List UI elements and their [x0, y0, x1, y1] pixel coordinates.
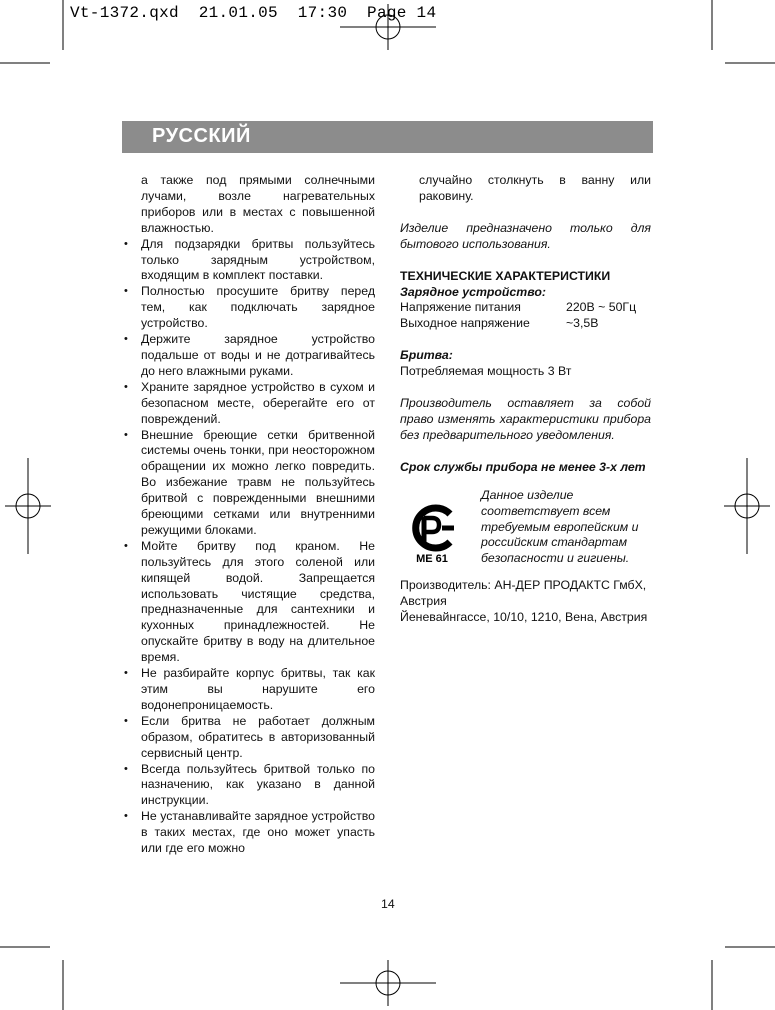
list-item: • Держите зарядное устройство подальше от воды и не дотрагивайтесь до него влажными руками.	[122, 332, 375, 380]
list-item: • Не разбирайте корпус бритвы, так как этим вы нарушите его водонепроницаемость.	[122, 666, 375, 714]
household-note: Изделие предназначено только для бытового использования.	[400, 220, 651, 251]
spec-label: Выходное напряжение	[400, 316, 530, 331]
list-item: • Для подзарядки бритвы пользуйтесь только зарядным устройством, входящим в комплект поставки.	[122, 237, 375, 285]
file-slug: Vt-1372.qxd 21.01.05 17:30 Page 14	[70, 4, 437, 22]
registration-mark-icon	[340, 4, 436, 50]
language-title: РУССКИЙ	[152, 125, 251, 147]
intro-paragraph: а также под прямыми солнечными лучами, возле нагревательных приборов или в местах с повышенной влажностью.	[141, 173, 375, 235]
safety-list	[122, 237, 375, 857]
continued-paragraph: случайно столкнуть в ванну или раковину.	[419, 173, 651, 203]
shaver-title: Бритва:	[400, 348, 453, 363]
spec-value: 220В ~ 50Гц	[566, 300, 637, 315]
list-item: • Если бритва не работает должным образом, обратитесь в авторизованный сервисный центр.	[122, 714, 375, 762]
list-item: • Мойте бритву под краном. Не пользуйтесь для этого соленой или кипящей водой. Запрещается использовать чистящие средства, предназначенные для сантехники и кухонных принадлежностей. Не опускайте бритву в воду на длительное время.	[122, 539, 375, 666]
list-item: • Не устанавливайте зарядное устройство в таких местах, где оно может упасть или где его можно	[122, 809, 375, 857]
right-column	[400, 173, 651, 625]
spec-row	[400, 300, 651, 316]
cert-code: ME 61	[416, 552, 448, 564]
service-life: Срок службы прибора не менее 3-х лет	[400, 459, 646, 474]
certification-text: Данное изделие соответствует всем требуемым европейским и российским стандартам безопасности и гигиены.	[481, 487, 639, 566]
disclaimer: Производитель оставляет за собой право изменять характеристики прибора без предварительного уведомления.	[400, 396, 651, 442]
manufacturer-address: Йеневайнгассе, 10/10, 1210, Вена, Австрия	[400, 609, 648, 624]
specs-title: ТЕХНИЧЕСКИЕ ХАРАКТЕРИСТИКИ	[400, 268, 611, 283]
charger-title: Зарядное устройство:	[400, 284, 546, 299]
language-header	[122, 121, 653, 153]
list-item: • Храните зарядное устройство в сухом и безопасном месте, оберегайте его от повреждений.	[122, 380, 375, 428]
registration-mark-icon	[5, 458, 51, 554]
spec-label: Напряжение питания	[400, 300, 521, 315]
registration-mark-icon	[724, 458, 770, 554]
registration-mark-icon	[340, 960, 436, 1006]
page-number: 14	[381, 897, 395, 911]
list-item: • Всегда пользуйтесь бритвой только по назначению, как указано в данной инструкции.	[122, 762, 375, 810]
left-column	[122, 173, 375, 857]
power-consumption: Потребляемая мощность 3 Вт	[400, 364, 572, 379]
rostest-pct-icon	[406, 502, 458, 564]
spec-value: ~3,5В	[566, 316, 599, 331]
list-item: • Внешние бреющие сетки бритвенной системы очень тонки, при неосторожном обращении их можно легко повредить. Во избежание травм не пользуйтесь бритвой с поврежденными внешними бреющими сетками или внутренними режущими блоками.	[122, 428, 375, 539]
manufacturer: Производитель: АН-ДЕР ПРОДАКТС ГмбХ, Австрия	[400, 577, 647, 608]
list-item: • Полностью просушите бритву перед тем, как подключать зарядное устройство.	[122, 284, 375, 332]
certification-block	[400, 488, 651, 578]
spec-row	[400, 316, 651, 332]
